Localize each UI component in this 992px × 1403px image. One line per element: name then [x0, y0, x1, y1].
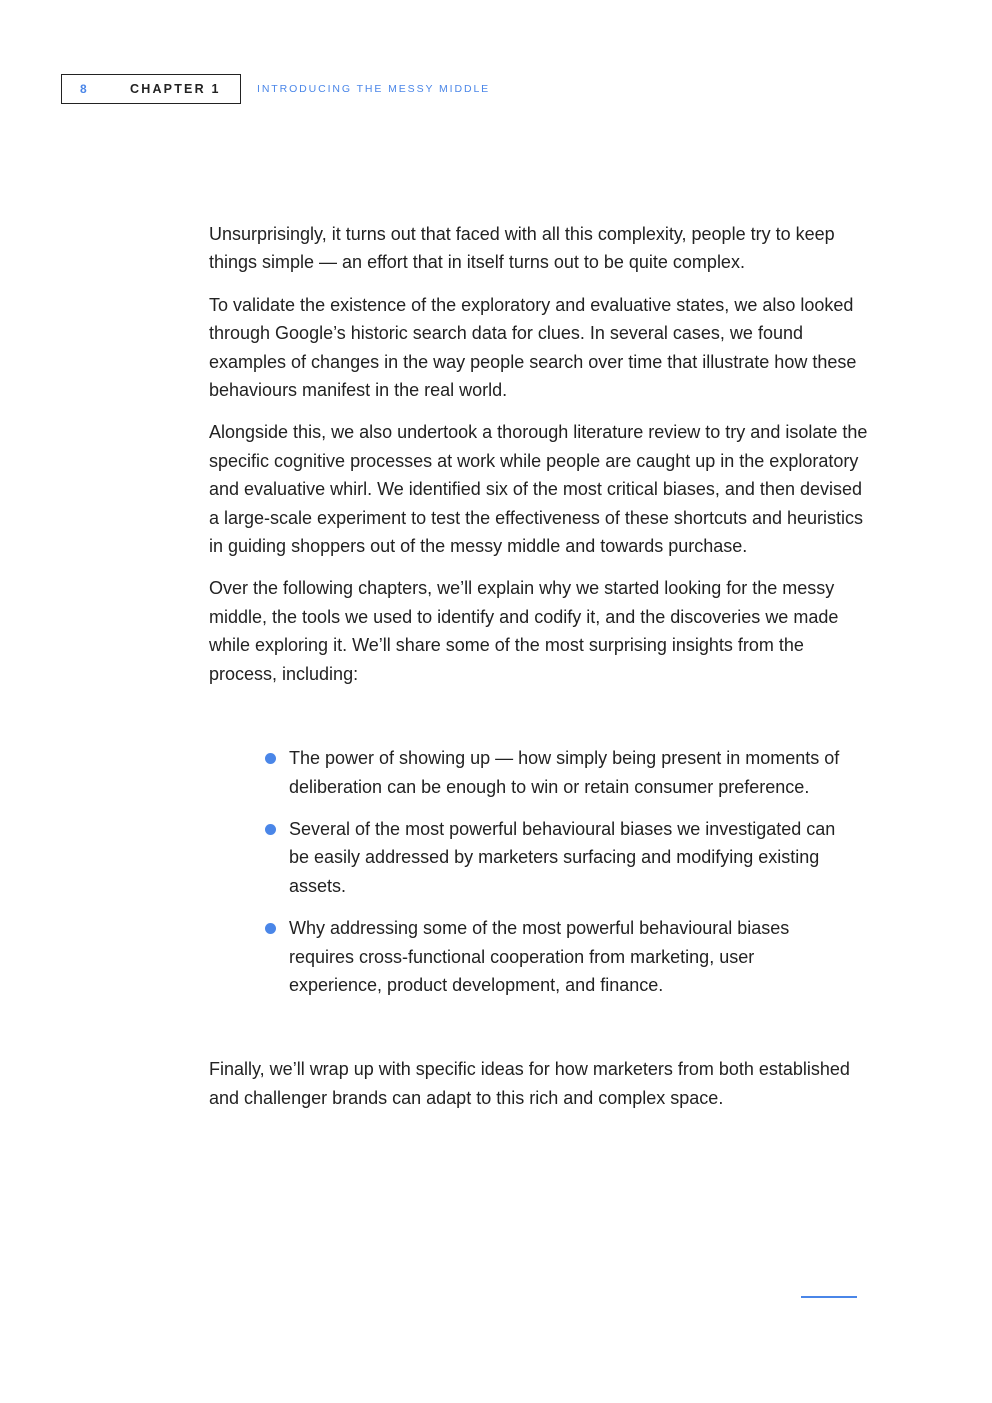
body-paragraph: Unsurprisingly, it turns out that faced with all this complexity, people try to keep things simple — an effort that in itself turns out to be quite complex. [209, 224, 835, 273]
list-item-text: Why addressing some of the most powerful behavioural biases requires cross-functional cooperation from marketing, user experience, product development, and finance. [289, 918, 790, 995]
page-header [61, 74, 490, 104]
list-item-text: Several of the most powerful behavioural biases we investigated can be easily addressed by marketers surfacing and modifying existing assets. [289, 818, 836, 896]
chapter-label: CHAPTER 1 [130, 82, 221, 96]
closing-paragraph: Finally, we’ll wrap up with specific ideas for how marketers from both established and challenger brands can adapt to this rich and complex space. [209, 1059, 850, 1108]
list-item [289, 744, 849, 801]
bullet-dot-icon [265, 923, 276, 934]
insights-list [209, 744, 849, 999]
body-paragraph: To validate the existence of the exploratory and evaluative states, we also looked through Google’s historic search data for clues. In several cases, we found examples of changes in the way people search over time that illustrate how these behaviours manifest in the real world. [209, 294, 857, 401]
bullet-dot-icon [265, 753, 276, 764]
body-content [209, 220, 869, 1126]
body-paragraph: Alongside this, we also undertook a thorough literature review to try and isolate the specific cognitive processes at work while people are caught up in the exploratory and evaluative whirl. We identified six of the most critical biases, and then devised a large-scale experiment to test the effectiveness of these shortcuts and heuristics in guiding shoppers out of the messy middle and towards purchase. [209, 422, 868, 557]
bullet-dot-icon [265, 824, 276, 835]
section-title: INTRODUCING THE MESSY MIDDLE [257, 83, 491, 95]
body-paragraph: Over the following chapters, we’ll explain why we started looking for the messy middle, the tools we used to identify and codify it, and the discoveries we made while exploring it. We’ll share some of the most surprising insights from the process, including: [209, 578, 839, 684]
list-item-text: The power of showing up — how simply being present in moments of deliberation can be enough to win or retain consumer preference. [289, 748, 840, 797]
footer-divider [801, 1296, 857, 1298]
list-item [289, 815, 849, 900]
chapter-box [61, 74, 241, 104]
list-item [289, 914, 849, 999]
page-number: 8 [80, 82, 88, 96]
